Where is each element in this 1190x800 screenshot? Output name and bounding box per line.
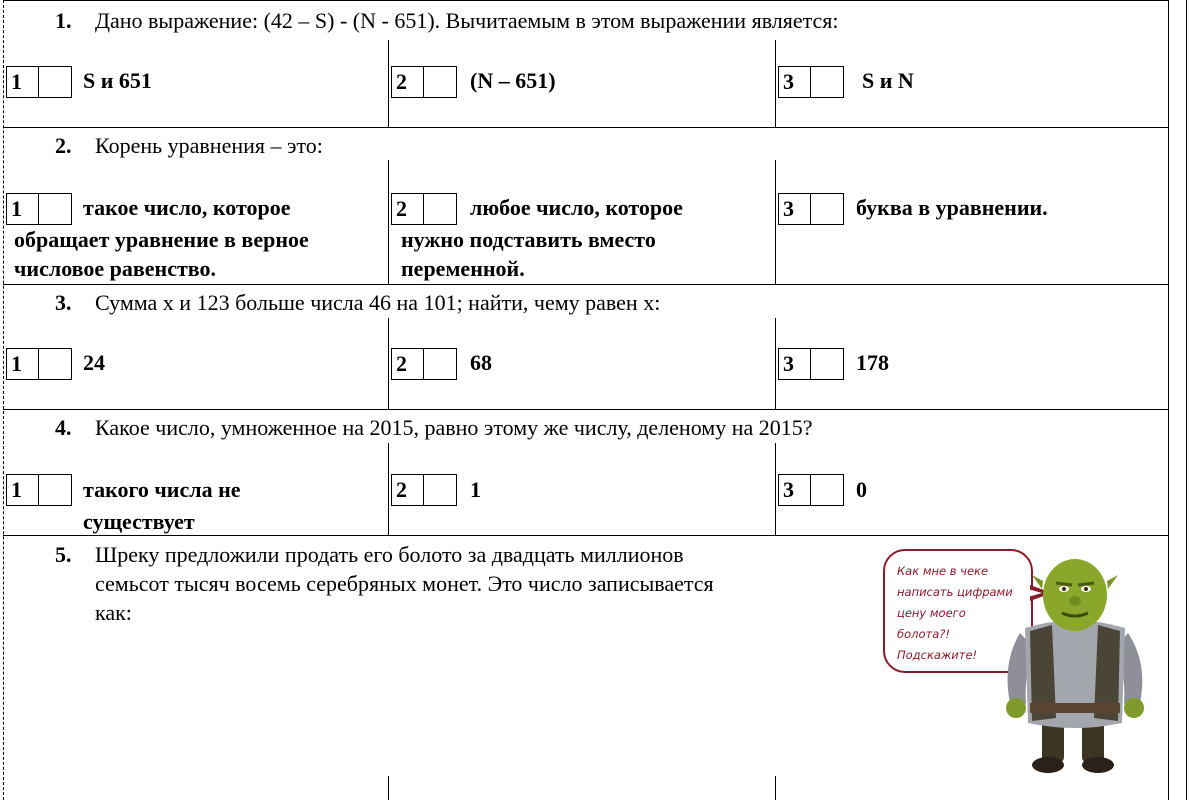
question-text: Корень уравнения – это: bbox=[95, 133, 323, 158]
divider bbox=[3, 409, 1169, 410]
option-text: S и N bbox=[862, 68, 914, 93]
bubble-line: Подскажите! bbox=[897, 648, 978, 662]
question-number: 2. bbox=[55, 133, 72, 158]
answer-checkbox[interactable] bbox=[6, 193, 72, 225]
answer-checkbox[interactable] bbox=[778, 66, 844, 98]
answer-mark-cell[interactable] bbox=[424, 194, 452, 224]
ogre-brow bbox=[1056, 583, 1072, 585]
divider bbox=[3, 284, 1169, 285]
option-text: 178 bbox=[856, 350, 889, 375]
option-text: 1 bbox=[470, 477, 481, 502]
bubble-line: цену моего bbox=[897, 606, 966, 620]
page-frame-right bbox=[1168, 0, 1169, 800]
answer-checkbox[interactable] bbox=[391, 474, 457, 506]
answer-mark-cell[interactable] bbox=[811, 349, 839, 379]
question-text-line: как: bbox=[95, 600, 132, 625]
question-number: 3. bbox=[55, 290, 72, 315]
bubble-line: болота?! bbox=[897, 627, 950, 641]
option-number: 2 bbox=[392, 67, 424, 97]
ogre-boot bbox=[1032, 757, 1064, 773]
ogre-pupil bbox=[1062, 587, 1066, 591]
answer-checkbox[interactable] bbox=[391, 66, 457, 98]
ogre-nose bbox=[1069, 596, 1081, 606]
option-number: 2 bbox=[392, 349, 424, 379]
option-text: любое число, которое bbox=[470, 195, 683, 220]
option-text: 24 bbox=[83, 350, 105, 375]
column-divider bbox=[775, 443, 776, 535]
question-number: 5. bbox=[55, 542, 72, 567]
answer-checkbox[interactable] bbox=[6, 66, 72, 98]
divider bbox=[3, 127, 1169, 128]
option-text: обращает уравнение в верное bbox=[14, 227, 309, 252]
option-number: 2 bbox=[392, 475, 424, 505]
ogre-ear bbox=[1032, 575, 1043, 589]
option-number: 1 bbox=[7, 349, 39, 379]
bubble-line: написать цифрами bbox=[897, 585, 1013, 599]
answer-checkbox[interactable] bbox=[6, 348, 72, 380]
option-text: существует bbox=[83, 509, 195, 534]
ogre-hand bbox=[1124, 698, 1144, 718]
option-number: 3 bbox=[779, 475, 811, 505]
column-divider bbox=[388, 776, 389, 800]
option-text: такое число, которое bbox=[83, 195, 291, 220]
answer-mark-cell[interactable] bbox=[811, 475, 839, 505]
option-number: 1 bbox=[7, 67, 39, 97]
column-divider bbox=[775, 776, 776, 800]
answer-mark-cell[interactable] bbox=[39, 349, 67, 379]
column-divider bbox=[775, 160, 776, 284]
question-number: 4. bbox=[55, 415, 72, 440]
option-number: 3 bbox=[779, 194, 811, 224]
divider bbox=[3, 0, 1169, 1]
option-text: S и 651 bbox=[83, 68, 152, 93]
option-text: (N – 651) bbox=[470, 68, 556, 93]
option-number: 3 bbox=[779, 349, 811, 379]
page-frame-left bbox=[3, 0, 4, 800]
page-frame-edge bbox=[1186, 0, 1187, 800]
ogre-hand bbox=[1006, 698, 1026, 718]
question-text-line: Шреку предложили продать его болото за двадцать миллионов bbox=[95, 542, 684, 567]
ogre-head bbox=[1043, 559, 1107, 631]
ogre-ear bbox=[1107, 575, 1118, 589]
question-text-line: семьсот тысяч восемь серебряных монет. Это число записывается bbox=[95, 571, 714, 596]
answer-mark-cell[interactable] bbox=[39, 194, 67, 224]
option-text: 68 bbox=[470, 350, 492, 375]
option-number: 1 bbox=[7, 194, 39, 224]
column-divider bbox=[388, 443, 389, 535]
answer-mark-cell[interactable] bbox=[424, 475, 452, 505]
answer-checkbox[interactable] bbox=[778, 193, 844, 225]
option-text: переменной. bbox=[401, 256, 525, 281]
ogre-boot bbox=[1082, 757, 1114, 773]
answer-checkbox[interactable] bbox=[6, 474, 72, 506]
answer-mark-cell[interactable] bbox=[39, 67, 67, 97]
answer-mark-cell[interactable] bbox=[424, 349, 452, 379]
ogre-belt bbox=[1030, 703, 1120, 713]
answer-checkbox[interactable] bbox=[391, 348, 457, 380]
question-text: Какое число, умноженное на 2015, равно этому же числу, деленому на 2015? bbox=[95, 415, 813, 440]
answer-mark-cell[interactable] bbox=[811, 194, 839, 224]
option-text: буква в уравнении. bbox=[856, 195, 1048, 220]
column-divider bbox=[775, 318, 776, 409]
answer-checkbox[interactable] bbox=[391, 193, 457, 225]
question-text: Дано выражение: (42 – S) - (N - 651). Вычитаемым в этом выражении является: bbox=[95, 8, 839, 33]
option-text: 0 bbox=[856, 477, 867, 502]
option-number: 1 bbox=[7, 475, 39, 505]
answer-checkbox[interactable] bbox=[778, 348, 844, 380]
column-divider bbox=[388, 40, 389, 127]
question-text: Сумма х и 123 больше числа 46 на 101; найти, чему равен х: bbox=[95, 290, 661, 315]
ogre-brow bbox=[1078, 583, 1094, 585]
answer-checkbox[interactable] bbox=[778, 474, 844, 506]
option-number: 3 bbox=[779, 67, 811, 97]
answer-mark-cell[interactable] bbox=[424, 67, 452, 97]
shrek-ogre-image bbox=[990, 553, 1160, 778]
option-text: нужно подставить вместо bbox=[401, 227, 656, 252]
column-divider bbox=[775, 40, 776, 127]
answer-mark-cell[interactable] bbox=[39, 475, 67, 505]
option-text: числовое равенство. bbox=[14, 256, 216, 281]
question-number: 1. bbox=[55, 8, 72, 33]
answer-mark-cell[interactable] bbox=[811, 67, 839, 97]
bubble-line: Как мне в чеке bbox=[897, 564, 989, 578]
column-divider bbox=[388, 318, 389, 409]
option-text: такого числа не bbox=[83, 477, 241, 502]
ogre-pupil bbox=[1084, 587, 1088, 591]
option-number: 2 bbox=[392, 194, 424, 224]
column-divider bbox=[388, 160, 389, 284]
